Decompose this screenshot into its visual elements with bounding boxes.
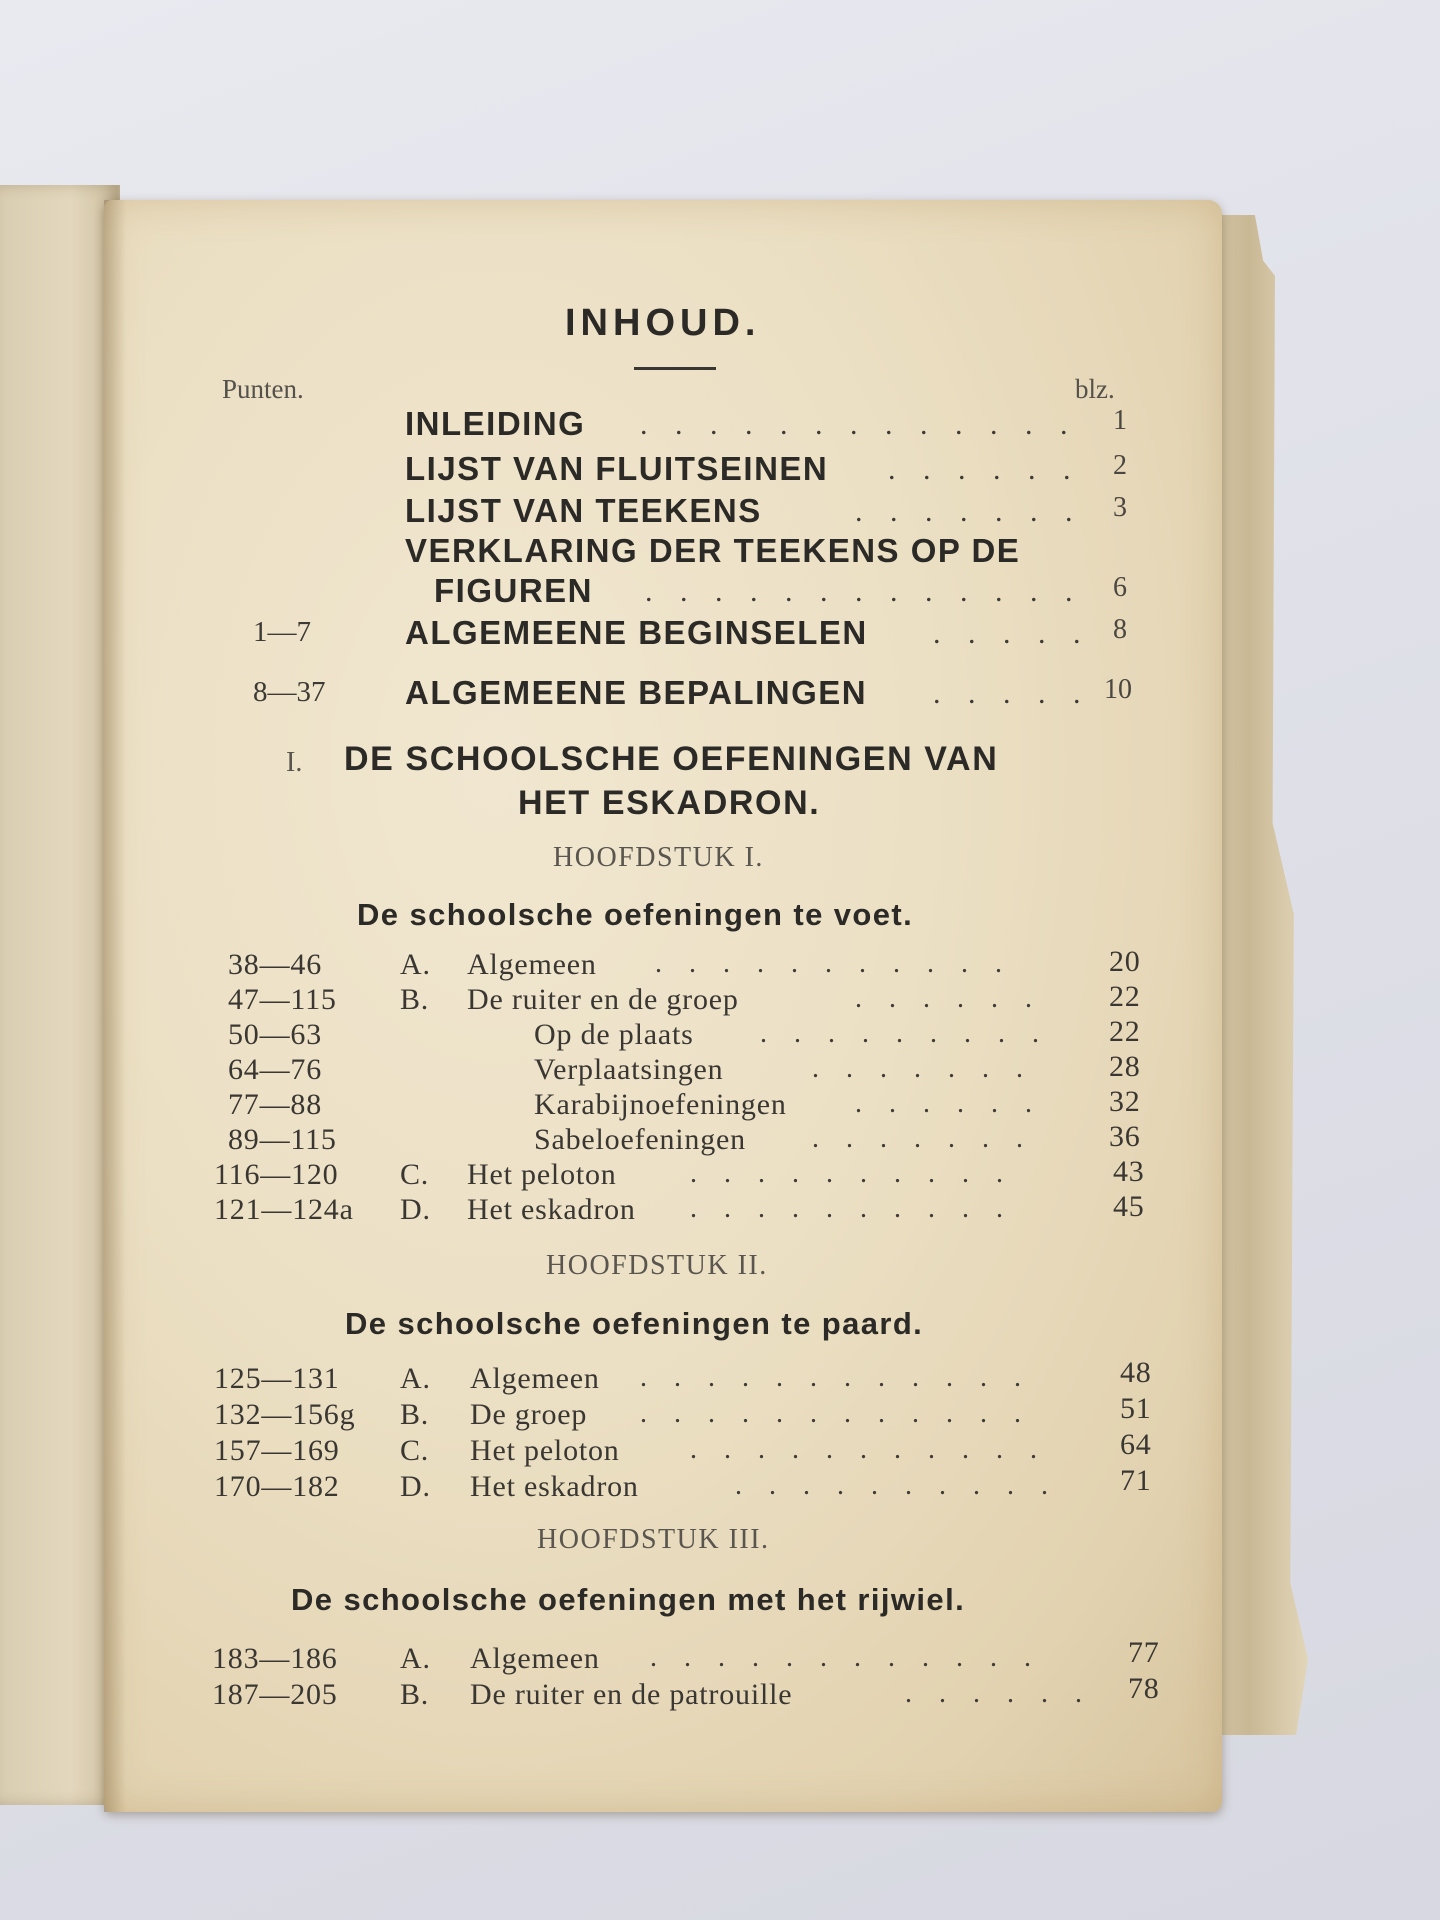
title-rule [634, 367, 716, 370]
section-label: Het eskadron [467, 1193, 636, 1226]
points-range: 89—115 [228, 1123, 337, 1156]
points-range: 157—169 [214, 1434, 340, 1467]
section-letter: B. [400, 1678, 430, 1711]
page-number: 32 [1109, 1085, 1141, 1118]
page-title: INHOUD. [565, 302, 761, 344]
section-label: Algemeen [467, 948, 597, 981]
leader-dots: . . . . . . . [812, 1053, 1033, 1084]
leader-dots: . . . . . . . . . . . [690, 1434, 1047, 1465]
section-letter: A. [400, 1642, 431, 1675]
points-range: 121—124a [214, 1193, 354, 1226]
section-letter: B. [400, 983, 430, 1016]
page-number: 20 [1109, 945, 1141, 978]
page-number: 48 [1120, 1356, 1152, 1389]
section-label: Algemeen [470, 1642, 600, 1675]
page-number: 22 [1109, 980, 1141, 1013]
page-number: 10 [1104, 674, 1132, 705]
chapter-title: De schoolsche oefeningen te paard. [345, 1306, 924, 1341]
points-range: 1—7 [253, 616, 311, 648]
page-number: 8 [1113, 614, 1127, 645]
section-label: Het eskadron [470, 1470, 639, 1503]
section-letter: C. [400, 1158, 430, 1191]
section-label: De groep [470, 1398, 588, 1431]
leader-dots: . . . . . . . . . . . . . [640, 408, 1078, 441]
chapter-heading: HOOFDSTUK III. [537, 1524, 770, 1555]
page-number: 28 [1109, 1050, 1141, 1083]
leader-dots: . . . . . . . . . . . . . [645, 575, 1083, 608]
part-title-continued: HET ESKADRON. [518, 784, 821, 822]
toc-entry: VERKLARING DER TEEKENS OP DE [405, 532, 1021, 569]
leader-dots: . . . . . . . [855, 495, 1083, 528]
toc-entry: LIJST VAN TEEKENS [405, 492, 762, 529]
page-number: 6 [1113, 572, 1127, 603]
section-label: Algemeen [470, 1362, 600, 1395]
leader-dots: . . . . . . . . . . . . [640, 1398, 1031, 1429]
leader-dots: . . . . . [933, 677, 1091, 710]
part-number: I. [286, 747, 303, 778]
page-number: 36 [1109, 1120, 1141, 1153]
points-range: 125—131 [214, 1362, 340, 1395]
chapter-title: De schoolsche oefeningen te voet. [357, 897, 914, 932]
points-range: 38—46 [228, 948, 322, 981]
chapter-heading: HOOFDSTUK I. [553, 842, 764, 873]
points-range: 170—182 [214, 1470, 340, 1503]
section-label: Het peloton [470, 1434, 620, 1467]
leader-dots: . . . . . . . . . . . . [640, 1362, 1031, 1393]
page-number: 77 [1128, 1636, 1160, 1669]
leader-dots: . . . . . [933, 617, 1091, 650]
leader-dots: . . . . . . . . . . [690, 1158, 1013, 1189]
part-title: DE SCHOOLSCHE OEFENINGEN VAN [344, 740, 999, 778]
points-range: 64—76 [228, 1053, 322, 1086]
page-number: 51 [1120, 1392, 1152, 1425]
section-label: De ruiter en de groep [467, 983, 739, 1016]
section-letter: C. [400, 1434, 430, 1467]
points-range: 8—37 [253, 676, 326, 708]
section-label: Sabeloefeningen [534, 1123, 746, 1156]
leader-dots: . . . . . . [855, 1088, 1042, 1119]
toc-entry-continued: FIGUREN [434, 572, 593, 609]
page-number: 78 [1128, 1672, 1160, 1705]
points-range: 77—88 [228, 1088, 322, 1121]
section-letter: D. [400, 1193, 431, 1226]
toc-entry: ALGEMEENE BEPALINGEN [405, 674, 868, 711]
page-number: 64 [1120, 1428, 1152, 1461]
chapter-title: De schoolsche oefeningen met het rijwiel. [291, 1582, 966, 1617]
toc-entry: ALGEMEENE BEGINSELEN [405, 614, 868, 651]
chapter-heading: HOOFDSTUK II. [546, 1250, 768, 1281]
page-number: 1 [1113, 405, 1127, 436]
section-label: Karabijnoefeningen [534, 1088, 787, 1121]
section-letter: A. [400, 1362, 431, 1395]
section-label: Het peloton [467, 1158, 617, 1191]
column-header-page: blz. [1075, 374, 1115, 404]
page-number: 3 [1113, 492, 1127, 523]
page-number: 71 [1120, 1464, 1152, 1497]
section-label: Verplaatsingen [534, 1053, 724, 1086]
section-label: Op de plaats [534, 1018, 694, 1051]
column-header-points: Punten. [222, 374, 304, 404]
toc-entry: LIJST VAN FLUITSEINEN [405, 450, 829, 487]
leader-dots: . . . . . . . . . . . . [650, 1642, 1041, 1673]
leader-dots: . . . . . . . . . . [690, 1193, 1013, 1224]
leader-dots: . . . . . . [888, 453, 1081, 486]
section-letter: D. [400, 1470, 431, 1503]
toc-entry: INLEIDING [405, 405, 586, 442]
leader-dots: . . . . . . . [812, 1123, 1033, 1154]
page-number: 22 [1109, 1015, 1141, 1048]
points-range: 132—156g [214, 1398, 356, 1431]
leader-dots: . . . . . . . . . [760, 1018, 1049, 1049]
page-number: 45 [1113, 1190, 1145, 1223]
points-range: 50—63 [228, 1018, 322, 1051]
leader-dots: . . . . . . . . . . [735, 1470, 1058, 1501]
page-number: 43 [1113, 1155, 1145, 1188]
section-letter: A. [400, 948, 431, 981]
points-range: 47—115 [228, 983, 337, 1016]
leader-dots: . . . . . . [855, 983, 1042, 1014]
section-label: De ruiter en de patrouille [470, 1678, 793, 1711]
points-range: 187—205 [212, 1678, 338, 1711]
page-number: 2 [1113, 450, 1127, 481]
points-range: 183—186 [212, 1642, 338, 1675]
leader-dots: . . . . . . [905, 1678, 1092, 1709]
left-page [0, 185, 120, 1805]
section-letter: B. [400, 1398, 430, 1431]
points-range: 116—120 [214, 1158, 339, 1191]
leader-dots: . . . . . . . . . . . [655, 948, 1012, 979]
